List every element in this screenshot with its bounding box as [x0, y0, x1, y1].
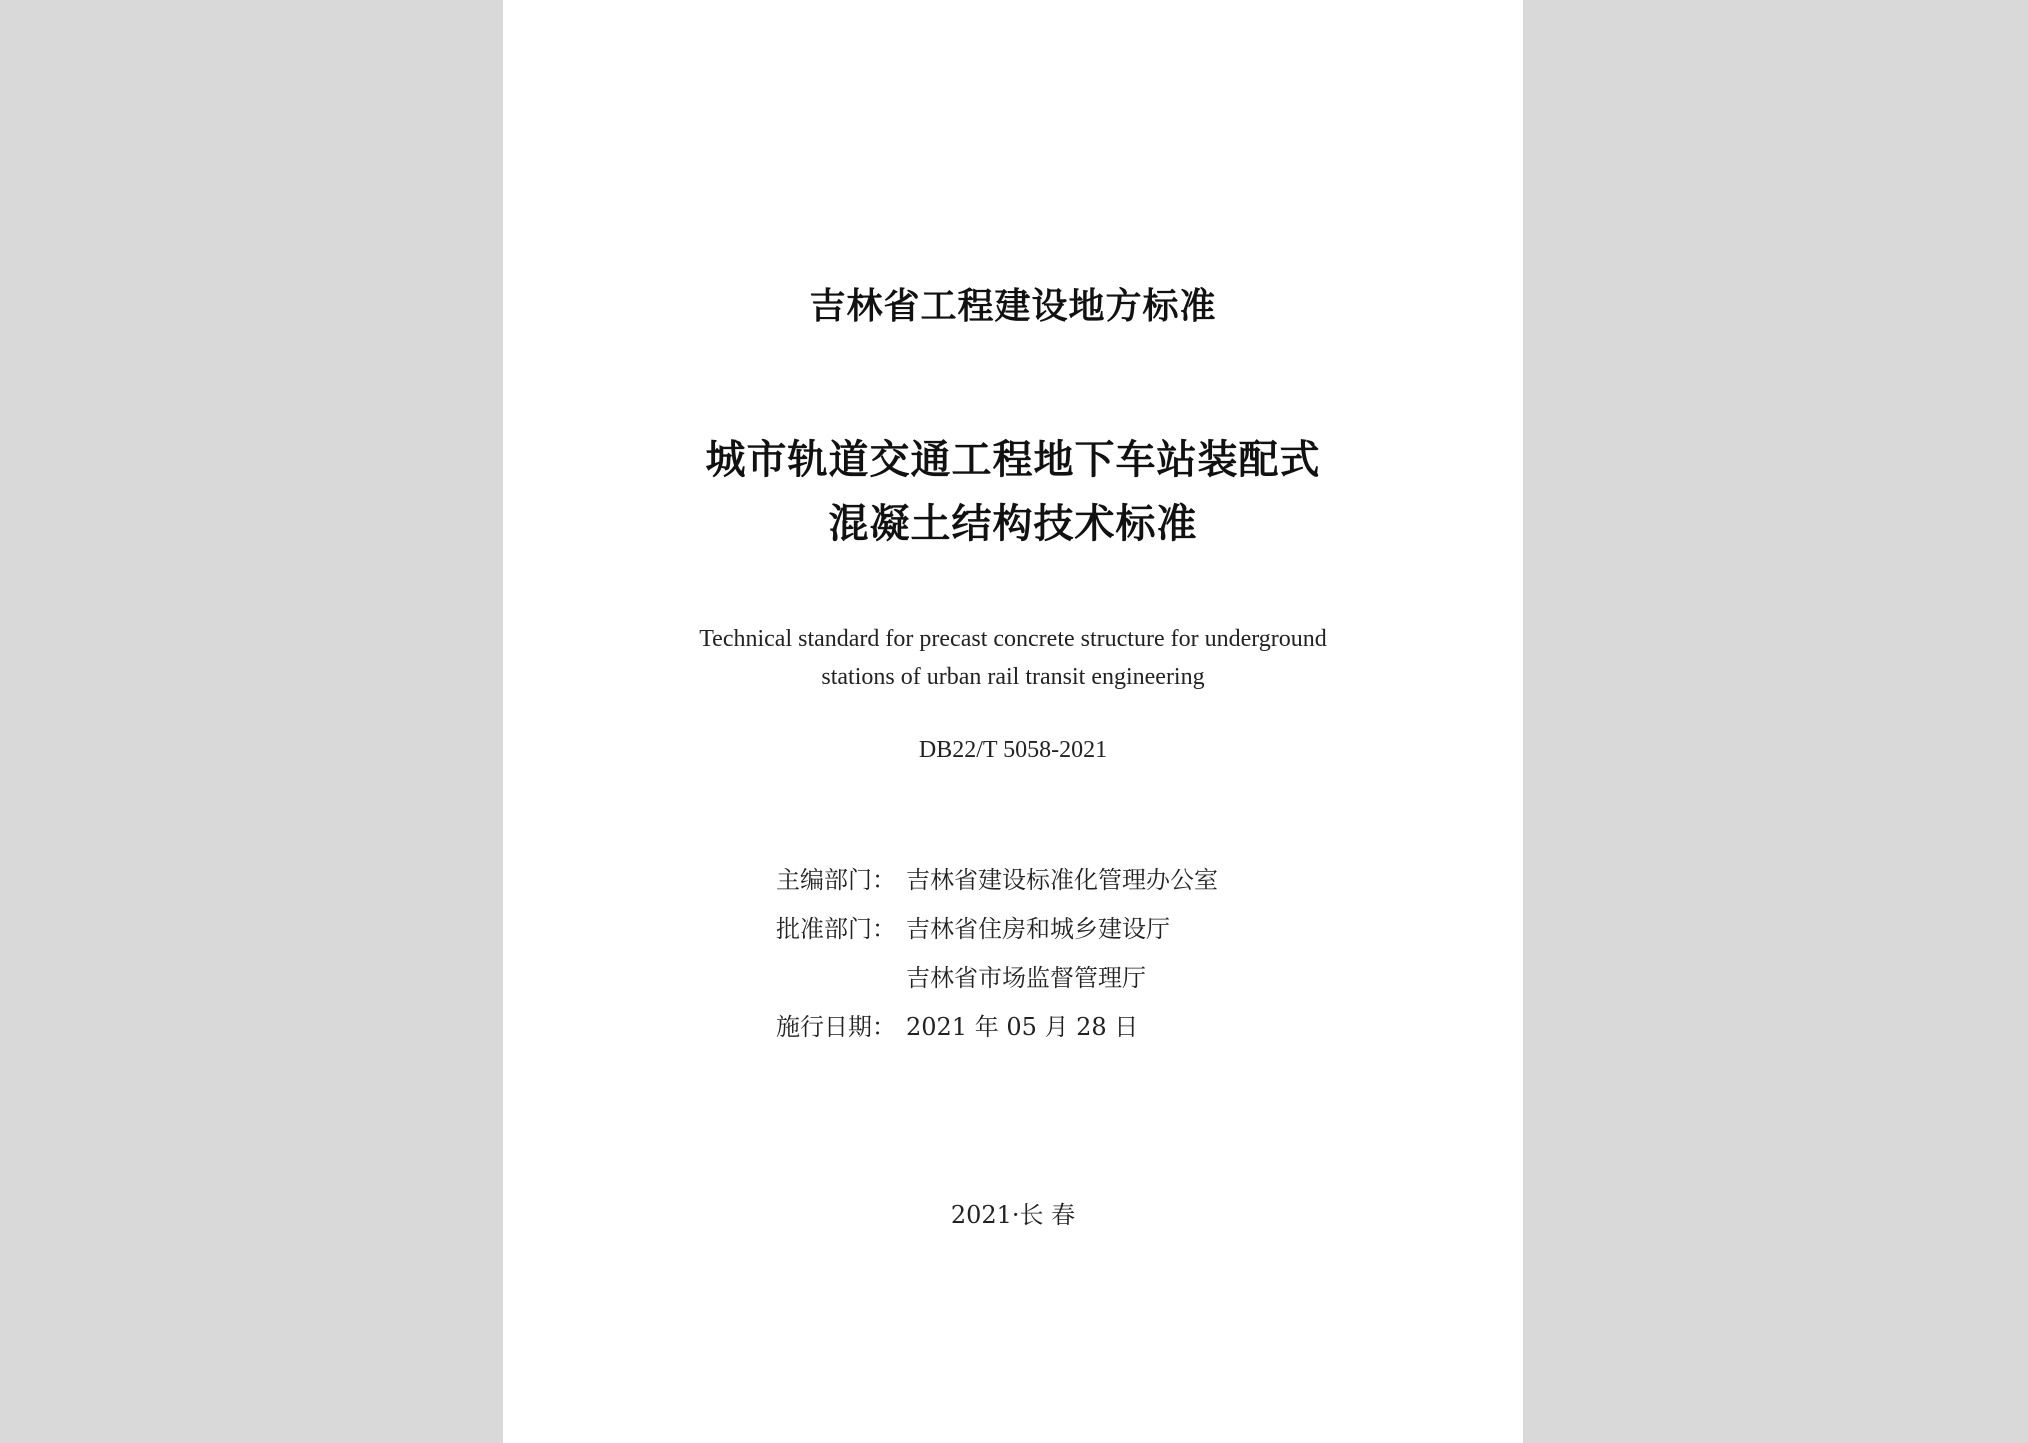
chinese-title-line-2: 混凝土结构技术标准	[828, 501, 1198, 547]
editor-value: 吉林省建设标准化管理办公室	[906, 866, 1218, 894]
standard-code: DB22/T 5058-2021	[918, 737, 1108, 763]
approver-value-1: 吉林省住房和城乡建设厅	[906, 915, 1170, 943]
issuer-heading: 吉林省工程建设地方标准	[809, 286, 1217, 327]
place-and-year: 2021·长 春	[950, 1201, 1076, 1229]
chinese-title-line-1: 城市轨道交通工程地下车站装配式	[705, 437, 1321, 483]
editor-label: 主编部门：	[776, 866, 896, 894]
effective-value: 2021 年 05 月 28 日	[906, 1013, 1139, 1041]
effective-label: 施行日期：	[776, 1013, 896, 1041]
chinese-title	[503, 428, 1523, 556]
publication-info	[776, 856, 1218, 1052]
effective-date-row	[776, 1003, 1218, 1052]
english-title-line-2: stations of urban rail transit engineering	[821, 664, 1205, 690]
approver-row	[776, 905, 1218, 954]
english-title-line-1: Technical standard for precast concrete structure for underground	[699, 626, 1327, 652]
editor-row	[776, 856, 1218, 905]
approver-value-2: 吉林省市场监督管理厅	[906, 964, 1146, 992]
document-page	[503, 0, 1523, 1443]
approver-row-2	[776, 954, 1218, 1003]
approver-label: 批准部门：	[776, 915, 896, 943]
english-title	[503, 620, 1523, 696]
